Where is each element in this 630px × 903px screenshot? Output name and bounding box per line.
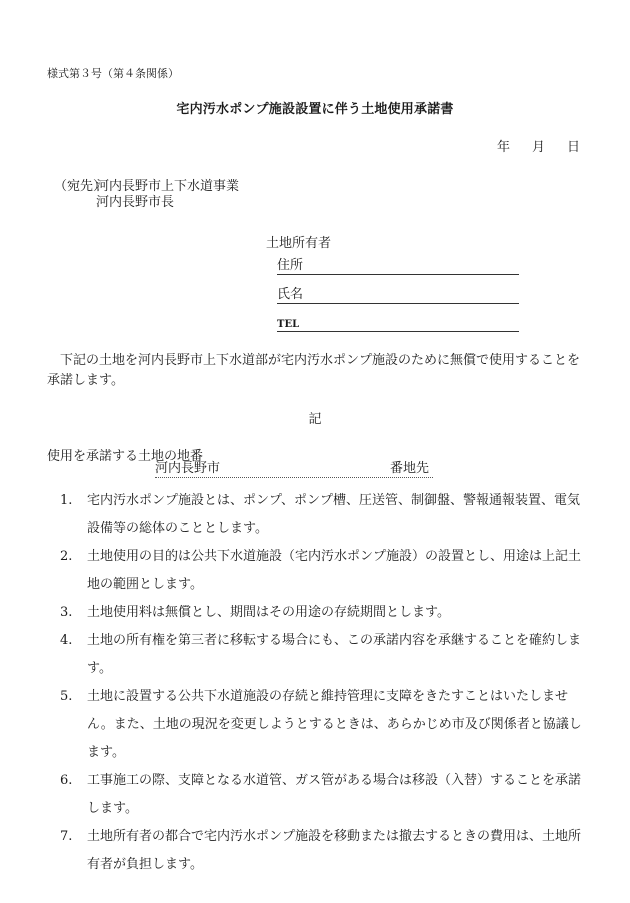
addressee-line-2: 河内長野市長	[96, 195, 175, 210]
term-text: 土地に設置する公共下水道施設の存続と維持管理に支障をきたすことはいたしません。また、土地の現況を変更しようとするときは、あらかじめ市及び関係者と協議します。	[87, 689, 582, 760]
term-item	[60, 627, 590, 683]
term-item	[60, 767, 590, 823]
date-row	[497, 136, 580, 155]
owner-address-label: 住所	[277, 258, 304, 273]
owner-heading: 土地所有者	[266, 236, 332, 251]
term-number: 2.	[60, 549, 73, 564]
consent-statement: 下記の土地を河内長野市上下水道部が宅内汚水ポンプ施設のために無償で使用することを承諾します。	[47, 353, 581, 388]
term-item	[60, 823, 590, 879]
term-text: 土地使用の目的は公共下水道施設（宅内汚水ポンプ施設）の設置とし、用途は上記土地の範囲とします。	[87, 549, 582, 592]
term-number: 4.	[60, 633, 73, 648]
owner-tel-label: TEL	[277, 319, 300, 330]
term-text: 工事施工の際、支障となる水道管、ガス管がある場合は移設（入替）することを承諾します。	[87, 773, 582, 816]
land-lot-label: 使用を承諾する土地の地番	[47, 449, 204, 464]
owner-address-field[interactable]	[277, 256, 519, 275]
terms-list	[60, 487, 590, 879]
owner-name-label: 氏名	[277, 287, 304, 302]
term-item	[60, 543, 590, 599]
term-number: 1.	[60, 493, 73, 508]
addressee-line-1: 河内長野市上下水道事業	[96, 179, 240, 194]
term-number: 6.	[60, 773, 73, 788]
term-item	[60, 487, 590, 543]
ki-heading: 記	[308, 412, 322, 427]
land-lot-city: 河内長野市	[155, 461, 221, 476]
form-number: 様式第３号（第４条関係）	[47, 67, 179, 80]
addressee-prefix: （宛先）	[54, 179, 107, 194]
term-text: 土地使用料は無償とし、期間はその用途の存続期間とします。	[87, 605, 450, 620]
owner-name-field[interactable]	[277, 285, 519, 304]
term-number: 5.	[60, 689, 73, 704]
document-title: 宅内汚水ポンプ施設設置に伴う土地使用承諾書	[176, 102, 454, 117]
owner-tel-field[interactable]	[277, 313, 519, 332]
term-item	[60, 683, 590, 767]
term-number: 3.	[60, 605, 73, 620]
date-month-label: 月	[531, 140, 545, 155]
term-number: 7.	[60, 829, 73, 844]
land-lot-suffix: 番地先	[390, 461, 430, 476]
term-text: 宅内汚水ポンプ施設とは、ポンプ、ポンプ槽、圧送管、制御盤、警報通報装置、電気設備等の総体のこととします。	[87, 493, 580, 536]
term-item	[60, 599, 590, 627]
term-text: 土地所有者の都合で宅内汚水ポンプ施設を移動または撤去するときの費用は、土地所有者が負担します。	[87, 829, 582, 872]
date-day-label: 日	[566, 140, 580, 155]
land-lot-field[interactable]	[155, 460, 433, 478]
date-year-label: 年	[496, 140, 510, 155]
term-text: 土地の所有権を第三者に移転する場合にも、この承諾内容を承継することを確約します。	[87, 633, 582, 676]
